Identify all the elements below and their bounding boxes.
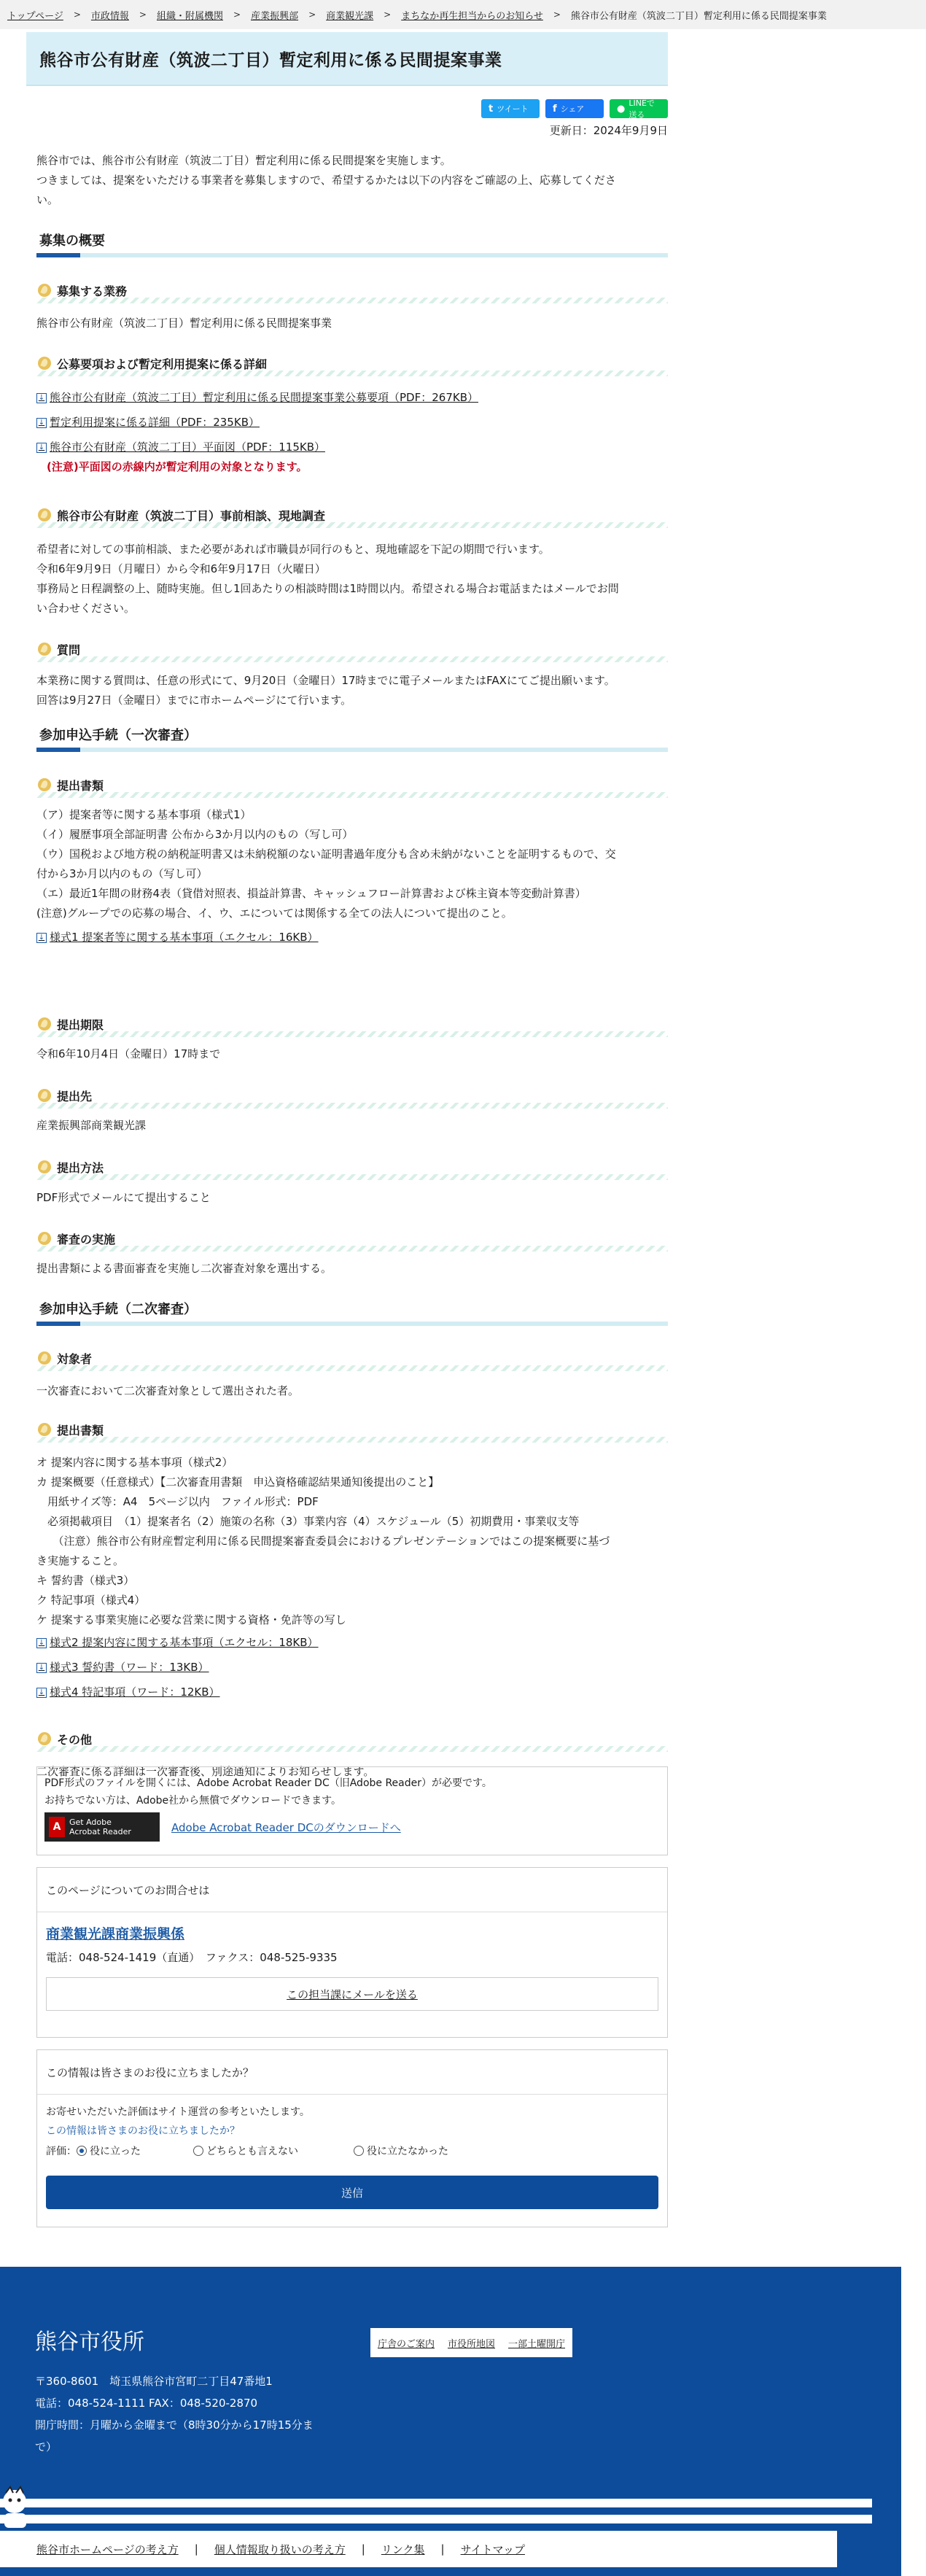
breadcrumb-link[interactable]: 組織・附属機関 [156, 10, 223, 22]
subheading [36, 772, 668, 798]
download-icon: ↓ [36, 443, 47, 453]
pdf-icon: A [49, 1817, 65, 1837]
subheading [36, 1726, 668, 1752]
subheading [36, 277, 668, 303]
subheading [36, 1225, 668, 1252]
text-line: 必須掲載項目 （1）提案者名（2）施策の名称（3）事業内容（4）スケジュール（5）初期費用・事業収支等 [36, 1515, 580, 1528]
subheading-text: 質問 [57, 643, 81, 657]
heading-underline [36, 253, 668, 257]
text-line: 付から3か月以内のもの（写し可） [36, 867, 208, 880]
intro-line: い。 [36, 193, 59, 206]
survey-box [36, 2049, 668, 2227]
footer-org-name: 熊谷市役所 [35, 2329, 144, 2355]
section-heading-text: 参加申込手続（一次審査） [39, 728, 197, 743]
text-line: （ア）提案者等に関する基本事項（様式1） [36, 808, 252, 821]
facebook-icon: f [553, 103, 557, 115]
work-text: 熊谷市公有財産（筑波二丁目）暫定利用に係る民間提案事業 [36, 317, 332, 330]
download-icon: ↓ [36, 393, 47, 403]
heading-underline [36, 1322, 668, 1326]
radio-checked-icon [77, 2146, 87, 2156]
word-download-link[interactable] [26, 1683, 668, 1702]
link-label: 様式3 誓約書（ワード：13KB） [50, 1661, 209, 1674]
text-line: （ウ）国税および地方税の納税証明書又は未納税額のない証明書過年度分も含め未納がないことを証明するもので、交 [36, 847, 616, 861]
separator: | [440, 2542, 445, 2556]
docs-list [26, 805, 668, 947]
text-line: 希望者に対しての事前相談、また必要があれば市職員が同行のもと、現地確認を下記の期間で行います。 [36, 543, 550, 556]
red-note: (注意)平面図の赤線内が暫定利用の対象となります。 [47, 460, 308, 473]
acrobat-text: PDF形式のファイルを開くには、Adobe Acrobat Reader DC（旧Adobe Reader）が必要です。 [44, 1777, 492, 1789]
text-line: き実施すること。 [36, 1554, 125, 1567]
rating-label: 評価： [46, 2146, 77, 2157]
destination-text: 産業振興部商業観光課 [36, 1119, 147, 1132]
address-line: 〒360-8601 埼玉県熊谷市宮町二丁目47番地1 [35, 2375, 273, 2388]
contact-dept[interactable]: 商業観光課商業振興係 [46, 1926, 185, 1942]
leaf-icon [38, 643, 51, 656]
hours-line: 開庁時間：月曜から金曜まで（8時30分から17時15分ま [35, 2418, 314, 2432]
survey-question: この情報は皆さまのお役に立ちましたか？ [46, 2125, 240, 2137]
mascot-icon [0, 2486, 39, 2529]
radio-icon [193, 2146, 203, 2156]
facebook-share-button[interactable] [545, 99, 604, 118]
hours-line: で） [35, 2440, 58, 2453]
subheading [36, 1154, 668, 1180]
footer-stripe [0, 2515, 872, 2523]
link-label: 熊谷市公有財産（筑波二丁目）暫定利用に係る民間提案事業公募要項（PDF：267KB） [50, 391, 478, 404]
chevron-right-icon: > [384, 9, 392, 20]
docs-list [26, 1453, 668, 1702]
leaf-icon [38, 357, 51, 370]
line-icon: ● [617, 103, 626, 115]
intro [26, 151, 668, 210]
subheading [36, 636, 668, 662]
excel-download-link[interactable] [26, 1633, 668, 1653]
badge-text: Get Adobe [69, 1817, 112, 1827]
excel-download-link[interactable] [26, 928, 668, 947]
footer-link[interactable]: 一部土曜開庁 [508, 2338, 566, 2350]
page-title: 熊谷市公有財産（筑波二丁目）暫定利用に係る民間提案事業 [26, 32, 668, 86]
share-buttons [481, 99, 668, 118]
subheading [36, 350, 668, 376]
option-label: 役に立たなかった [367, 2146, 448, 2157]
line-share-button[interactable] [610, 99, 668, 118]
chevron-right-icon: > [73, 9, 81, 20]
text-line: （イ）履歴事項全部証明書 公布から3か月以内のもの（写し可） [36, 828, 354, 841]
word-download-link[interactable] [26, 1658, 668, 1677]
intro-line: つきましては、提案をいただける事業者を募集しますので、希望するかたは以下の内容をご確認の上、応募してくださ [36, 174, 616, 187]
leaf-icon [38, 778, 51, 791]
subheading-text: 募集する業務 [57, 284, 128, 298]
download-icon: ↓ [36, 418, 47, 428]
section-heading [36, 225, 668, 255]
footer-bottom-link[interactable]: サイトマップ [460, 2542, 525, 2556]
subheading-text: 提出書類 [57, 1423, 104, 1438]
footer-stripe [0, 2499, 872, 2507]
subheading-text: 熊谷市公有財産（筑波二丁目）事前相談、現地調査 [57, 508, 326, 523]
rating-group [46, 2144, 448, 2158]
option-label: どちらとも言えない [206, 2146, 298, 2157]
footer-bottom-link[interactable]: リンク集 [381, 2542, 425, 2556]
breadcrumb-link[interactable]: 商業観光課 [326, 10, 374, 22]
subheading-text: 提出先 [57, 1089, 93, 1103]
footer-link[interactable]: 庁舎のご案内 [378, 2338, 435, 2350]
send-mail-button[interactable]: この担当課にメールを送る [46, 1977, 658, 2011]
footer-bottom-links [0, 2531, 837, 2567]
subheading [36, 502, 668, 528]
phone-line: 電話：048-524-1111 FAX：048-520-2870 [35, 2397, 258, 2410]
section-heading-text: 募集の概要 [39, 233, 105, 249]
breadcrumb-link[interactable]: まちなか再生担当からのお知らせ [401, 10, 543, 22]
leaf-icon [38, 1089, 51, 1102]
question-text [26, 671, 668, 710]
chevron-right-icon: > [139, 9, 147, 20]
pdf-download-link[interactable] [26, 413, 668, 432]
text-line: オ 提案内容に関する基本事項（様式2） [36, 1456, 233, 1469]
text-line: い合わせください。 [36, 602, 136, 615]
leaf-icon [38, 1351, 51, 1365]
updated-date: 更新日：2024年9月9日 [549, 124, 668, 137]
breadcrumb-link[interactable]: トップページ [7, 10, 63, 22]
section-heading [36, 720, 668, 749]
download-icon: ↓ [36, 1663, 47, 1673]
text-line: 用紙サイズ等：A4 5ページ以内 ファイル形式：PDF [36, 1495, 319, 1508]
text-line: ケ 提案する事業実施に必要な営業に関する資格・免許等の写し [36, 1613, 346, 1626]
download-icon: ↓ [36, 1638, 47, 1648]
separator: | [361, 2542, 365, 2556]
download-icon: ↓ [36, 933, 47, 943]
chevron-right-icon: > [308, 9, 316, 20]
leaf-icon [38, 1232, 51, 1245]
acrobat-text: お持ちでない方は、Adobe社から無償でダウンロードできます。 [44, 1795, 342, 1807]
consult-text [26, 540, 668, 618]
main-content [26, 32, 668, 2200]
rating-option-not-useful[interactable] [354, 2144, 448, 2158]
leaf-icon [38, 1732, 51, 1745]
footer-link[interactable]: 市役所地図 [448, 2338, 496, 2350]
link-label: 様式4 特記事項（ワード：12KB） [50, 1685, 220, 1699]
leaf-icon [38, 1017, 51, 1031]
footer-bottom-link[interactable]: 熊谷市ホームページの考え方 [36, 2542, 179, 2556]
survey-note: お寄せいただいた評価はサイト運営の参考といたします。 [46, 2106, 310, 2118]
link-label: 熊谷市公有財産（筑波二丁目）平面図（PDF：115KB） [50, 441, 325, 454]
survey-heading: この情報は皆さまのお役に立ちましたか？ [37, 2050, 667, 2095]
footer [0, 2267, 901, 2576]
footer-nav [370, 2328, 572, 2357]
section-heading [36, 1294, 668, 1323]
contact-phone: 電話：048-524-1419（直通） ファクス：048-525-9335 [46, 1951, 338, 1964]
get-adobe-reader-badge[interactable] [44, 1812, 160, 1842]
breadcrumb-current: 熊谷市公有財産（筑波二丁目）暫定利用に係る民間提案事業 [570, 10, 827, 22]
subheading-text: 対象者 [57, 1351, 93, 1366]
badge-text: Acrobat Reader [69, 1827, 131, 1836]
contact-box [36, 1867, 668, 2038]
subheading-text: 公募要項および暫定利用提案に係る詳細 [57, 357, 268, 371]
text-line: 回答は9月27日（金曜日）までに市ホームページにて行います。 [36, 694, 352, 707]
line-label: LINEで送る [629, 98, 655, 120]
other-text: 二次審査に係る詳細は一次審査後、別途通知によりお知らせします。 [36, 1765, 375, 1778]
breadcrumb [0, 0, 926, 29]
subheading-text: 提出期限 [57, 1017, 104, 1032]
breadcrumb-link[interactable]: 市政情報 [90, 10, 129, 22]
section-heading-text: 参加申込手続（二次審査） [39, 1302, 197, 1317]
link-label: 様式2 提案内容に関する基本事項（エクセル：18KB） [50, 1636, 319, 1649]
subheading [36, 1082, 668, 1109]
tweet-button[interactable] [481, 99, 540, 118]
text-line: 令和6年9月9日（月曜日）から令和6年9月17日（火曜日） [36, 562, 326, 575]
twitter-icon: t [489, 103, 494, 115]
link-label: 暫定利用提案に係る詳細（PDF：235KB） [50, 416, 260, 429]
method-text: PDF形式でメールにて提出すること [36, 1191, 211, 1204]
acrobat-download-link[interactable]: Adobe Acrobat Reader DCのダウンロードへ [171, 1821, 401, 1834]
download-links [26, 388, 668, 477]
rating-option-neutral[interactable] [193, 2144, 354, 2158]
contact-heading: このページについてのお問合せは [37, 1868, 667, 1912]
chevron-right-icon: > [233, 9, 241, 20]
submit-button[interactable]: 送信 [46, 2176, 658, 2209]
option-label: 役に立った [90, 2146, 141, 2157]
leaf-icon [38, 508, 51, 521]
download-icon: ↓ [36, 1688, 47, 1698]
text-line: （注意）熊谷市公有財産暫定利用に係る民間提案審査委員会におけるプレゼンテーションではこの提案概要に基づ [36, 1535, 610, 1548]
deadline-text: 令和6年10月4日（金曜日）17時まで [36, 1047, 221, 1060]
text-line: （エ）最近1年間の財務4表（貸借対照表、損益計算書、キャッシュフロー計算書および株主資本等変動計算書） [36, 887, 586, 900]
intro-line: 熊谷市では、熊谷市公有財産（筑波二丁目）暫定利用に係る民間提案を実施します。 [36, 154, 451, 167]
subheading-text: 提出書類 [57, 778, 104, 793]
review-text: 提出書類による書面審査を実施し二次審査対象を選出する。 [36, 1262, 332, 1275]
text-line: カ 提案概要（任意様式）【二次審査用書類 申込資格確認結果通知後提出のこと】 [36, 1475, 440, 1489]
footer-bottom-link[interactable]: 個人情報取り扱いの考え方 [214, 2542, 346, 2556]
subheading-text: 審査の実施 [57, 1232, 116, 1246]
target-text: 一次審査において二次審査対象として選出された者。 [36, 1384, 300, 1397]
text-line: 本業務に関する質問は、任意の形式にて、9月20日（金曜日）17時までに電子メールまたはFAXにてご提出願います。 [36, 674, 615, 687]
tweet-label: ツイート [497, 104, 529, 114]
subheading-text: その他 [57, 1732, 93, 1747]
pdf-download-link[interactable] [26, 438, 668, 457]
text-line: (注意)グループでの応募の場合、イ、ウ、エについては関係する全ての法人について提出のこと。 [36, 907, 513, 920]
leaf-icon [38, 1423, 51, 1436]
facebook-label: シェア [560, 104, 585, 114]
link-label: 様式1 提案者等に関する基本事項（エクセル：16KB） [50, 931, 319, 944]
radio-icon [354, 2146, 364, 2156]
separator: | [194, 2542, 198, 2556]
breadcrumb-link[interactable]: 産業振興部 [251, 10, 299, 22]
heading-underline [36, 748, 668, 752]
rating-option-useful[interactable] [77, 2144, 193, 2158]
leaf-icon [38, 284, 51, 297]
text-line: ク 特記事項（様式4） [36, 1594, 146, 1607]
pdf-download-link[interactable] [26, 388, 668, 408]
subheading [36, 1011, 668, 1037]
leaf-icon [38, 1160, 51, 1173]
acrobat-box [36, 1766, 668, 1855]
subheading [36, 1345, 668, 1371]
chevron-right-icon: > [553, 9, 561, 20]
subheading [36, 1416, 668, 1443]
text-line: キ 誓約書（様式3） [36, 1574, 135, 1587]
text-line: 事務局と日程調整の上、随時実施。但し1回あたりの相談時間は1時間以内。希望される場合お電話またはメールでお問 [36, 582, 619, 595]
footer-address [35, 2370, 349, 2458]
subheading-text: 提出方法 [57, 1160, 104, 1175]
